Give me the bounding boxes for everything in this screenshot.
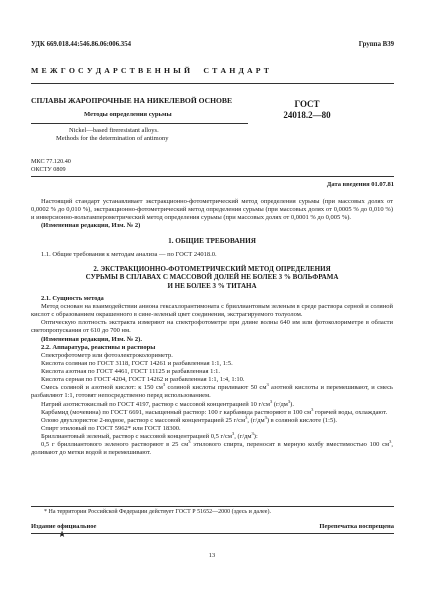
effective-date: Дата введения 01.07.81: [326, 181, 394, 188]
clause-2-1-heading: 2.1. Сущность метода: [41, 294, 104, 302]
official-edition: Издание официальное: [31, 523, 97, 530]
section-2-title-line3: И НЕ БОЛЕЕ 3 % ТИТАНА: [167, 282, 257, 291]
page-number: 13: [208, 552, 216, 559]
footnote-rule: [31, 506, 394, 507]
meta-rule: [31, 176, 394, 177]
reprint-prohibited: Перепечатка воспрещена: [319, 523, 394, 530]
title-rule: [31, 123, 248, 124]
gost-label: ГОСТ: [294, 99, 320, 109]
urea-paragraph: Карбамид (мочевина) по ГОСТ 6691, насыщенный раствор: 100 г карбамида растворяют в 100 $см^3$ горячей воды, охлаждают.: [41, 406, 388, 416]
udk-code: УДК 669.018.44:546.86.06:006.354: [31, 41, 131, 48]
acid-mixture-paragraph: Смесь соляной и азотной кислот: к 150 $см^3$ соляной кислоты приливают 50 $см^3$ азотной кислоты и перемешивают, и смесь разбавляют 1:1, готовят непосредственно перед использованием.: [31, 382, 394, 400]
section-2-title-line2: СУРЬМЫ В СПЛАВАХ С МАССОВОЙ ДОЛЕЙ НЕ БОЛЕЕ 3 % ВОЛЬФРАМА: [85, 273, 339, 282]
reagent-item: Кислота азотная по ГОСТ 4461, ГОСТ 11125 и разбавленная 1:1.: [41, 368, 221, 375]
okstu-code: ОКСТУ 0809: [31, 166, 66, 173]
title-en-line2: Methods for the determination of antimony: [56, 135, 169, 142]
clause-2-1-text2: Оптическую плотность экстракта измеряют на спектрофотометре при длине волны 640 им или фотоколориметре в области светопропускания от 610 до 700 нм.: [31, 319, 393, 335]
footer-rule: [31, 533, 394, 534]
brilliant-green-paragraph: Бриллиантовый зеленый, раствор с массовой концентрацией 0,5 $г/см^3$, $(г/дм^3)$:: [41, 430, 258, 440]
clause-1-1: 1.1. Общие требования к методам анализа — по ГОСТ 24018.0.: [41, 250, 217, 258]
clause-2-2-heading: 2.2. Аппаратура, реактивы и растворы: [41, 343, 156, 351]
sodium-nitrite-paragraph: Натрий азотистокислый по ГОСТ 4197, раствор с массовой концентрацией 10 $г/см^3$ $(г/дм^3)$.: [41, 398, 294, 408]
tin-chloride-paragraph: Олово двухлористое 2-водное, раствор с массовой концентрацией 25 $г/см^3$, $(г/дм^3)$ в соляной кислоте (1:5).: [41, 414, 338, 424]
footnote: * На территории Российской Федерации действует ГОСТ Р 51652—2000 (здесь и далее).: [44, 509, 271, 515]
mks-code: МКС 77.120.40: [31, 158, 71, 165]
section-2-title-line1: 2. ЭКСТРАКЦИОННО-ФОТОМЕТРИЧЕСКИЙ МЕТОД ОПРЕДЕЛЕНИЯ: [93, 264, 331, 273]
intro-paragraph: Настоящий стандарт устанавливает экстракционно-фотометрический метод определения сурьмы (при массовых долях от 0,0002 % до 0,010 %), экстракционно-фотометрический метод определения сурьмы (при массовых долях от 0,0005 % до 0,010 %) и инверсионно-вольтамперометрический метод определения сурьмы (при массовых долях от 0,0001 % до 0,005 %).: [31, 198, 393, 222]
group-code: Группа В39: [358, 41, 394, 48]
reagent-item: Спектрофотометр или фотоэлектроколориметр.: [41, 351, 173, 359]
gost-number: 24018.2—80: [283, 110, 331, 120]
revision-note-2: (Измененная редакция, Изм. № 2).: [41, 335, 142, 343]
reagent-item: Кислота серная по ГОСТ 4204, ГОСТ 14262 и разбавленная 1:1, 1:4, 1:10.: [41, 376, 245, 384]
brilliant-green-prep-paragraph: 0,5 г бриллиантового зеленого растворяют в 25 $см^3$ этилового спирта, переносят в мерную колбу вместимостью 100 $см^3$, доливают до метки водой и перемешивают.: [31, 438, 393, 457]
reagent-item: Кислота соляная по ГОСТ 3118, ГОСТ 14261 и разбавленная 1:1, 1:5.: [41, 359, 233, 367]
title-ru: СПЛАВЫ ЖАРОПРОЧНЫЕ НА НИКЕЛЕВОЙ ОСНОВЕ: [31, 96, 233, 105]
clause-2-1-text: Метод основан на взаимодействии аниона гексахлорантимоната с бриллиантовым зеленым в среде раствора серной и соляной кислот с образованием окрашенного в сине-зеленый цвет соединения, экстрагируемого толуолом.: [31, 303, 393, 319]
interstate-standard-banner: М Е Ж Г О С У Д А Р С Т В Е Н Н Ы Й С Т А Н Д А Р Т: [31, 66, 270, 75]
title-en-line1: Nickel—based fireresistant alloys.: [69, 127, 159, 134]
star-icon: ★: [57, 529, 67, 539]
revision-note-1: (Измененная редакция, Изм. № 2): [41, 222, 141, 230]
ethanol-paragraph: Спирт этиловый по ГОСТ 5962* или ГОСТ 18300.: [41, 424, 181, 432]
banner-rule: [31, 83, 394, 84]
body: [31, 198, 393, 457]
section-1-title: 1. ОБЩИЕ ТРЕБОВАНИЯ: [168, 236, 256, 245]
subtitle-ru: Методы определения сурьмы: [84, 111, 172, 118]
